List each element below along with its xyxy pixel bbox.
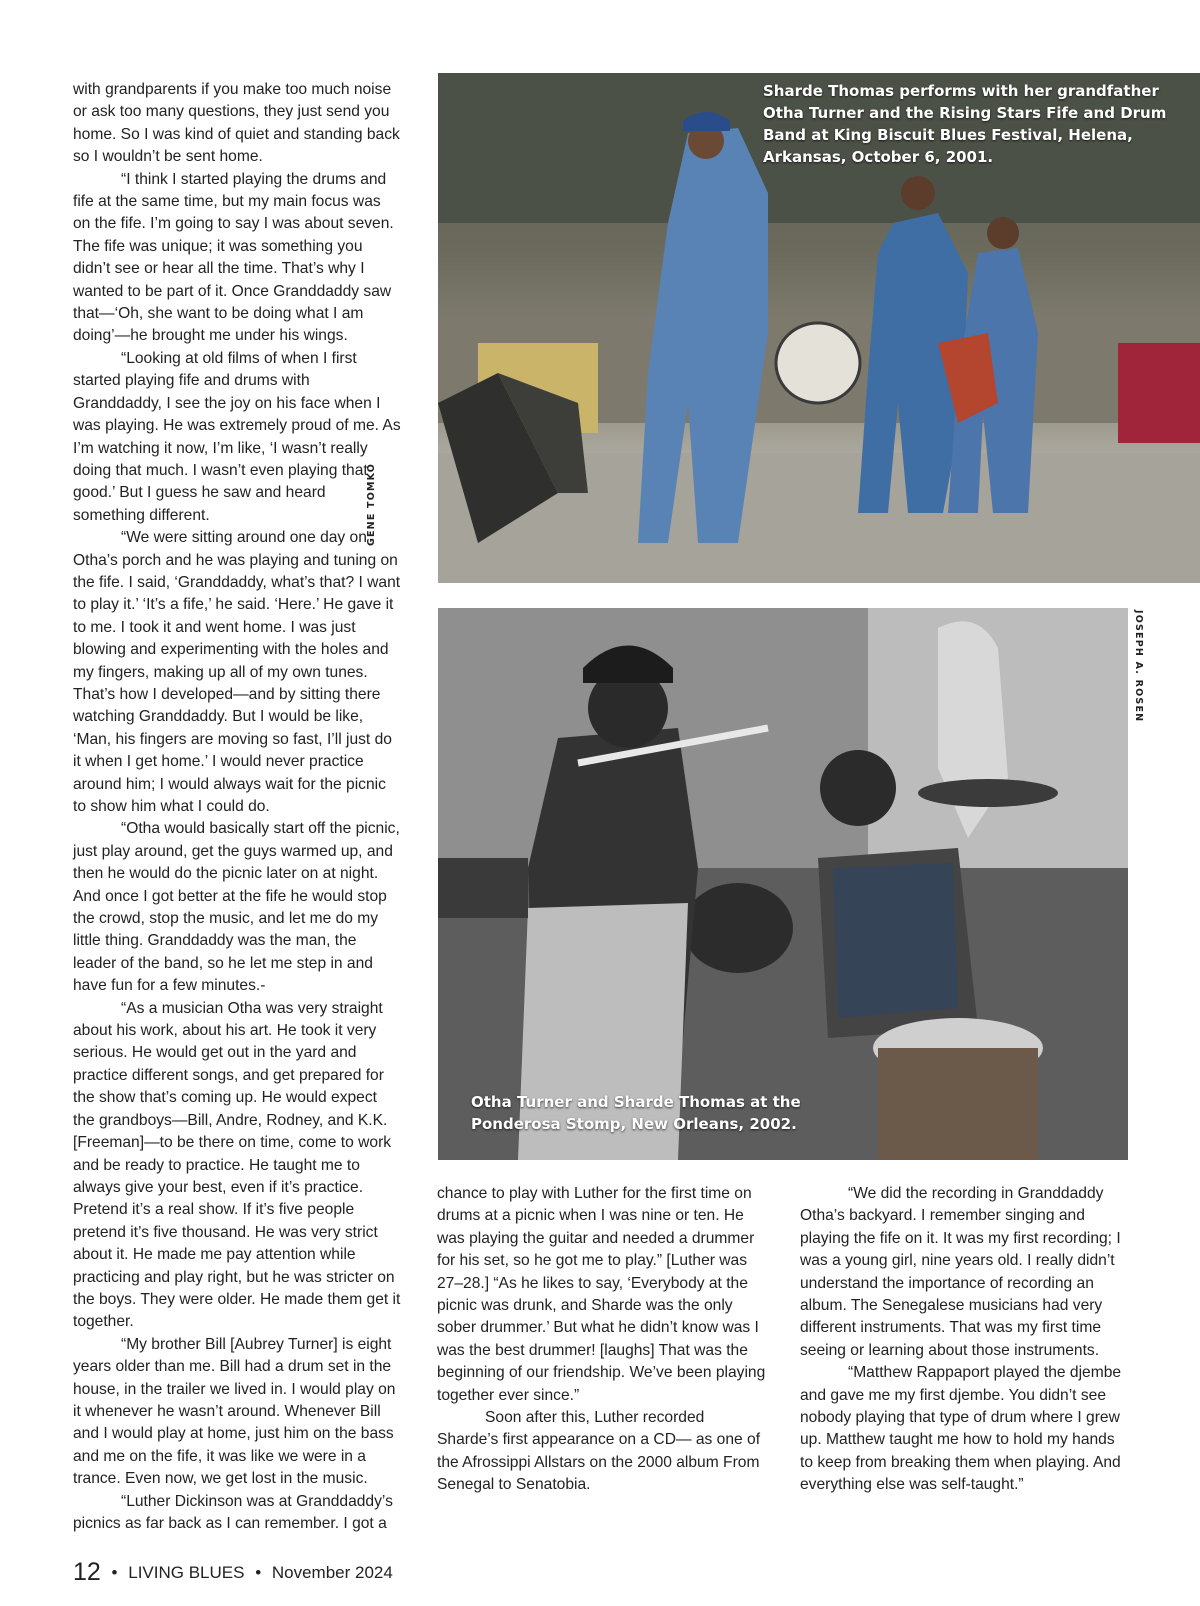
article-column-middle <box>437 1183 769 1497</box>
page-footer <box>73 1558 393 1587</box>
photo-credit: JOSEPH A. ROSEN <box>1133 610 1144 723</box>
paragraph: “We were sitting around one day on Otha’s porch and he was playing and tuning on the fife. I said, ‘Granddaddy, what’s that? I want to play it.’ ‘It’s a fife,’ he said. ‘Here.’ He gave it to me. I took it and went home. I was just blowing and experimenting with the holes and my fingers, making up all of my own tunes. That’s how I developed—and by sitting there watching Granddaddy. But I would be like, ‘Man, his fingers are moving so fast, I’ll just do it when I get home.’ I would never practice around him; I would always wait for the picnic to show him what I could do. <box>73 529 401 815</box>
photo-caption: Otha Turner and Sharde Thomas at the Ponderosa Stomp, New Orleans, 2002. <box>471 1093 801 1133</box>
issue-date: November 2024 <box>271 1563 393 1582</box>
paragraph: “Matthew Rappaport played the djembe and gave me my first djembe. You didn’t see nobody playing that type of drum where I grew up. Matthew taught me how to hold my hands to keep from breaking them when playing. And everything else was self-taught.” <box>800 1364 1122 1494</box>
paragraph: “As a musician Otha was very straight about his work, about his art. He took it very serious. He would get out in the yard and practice different songs, and get prepared for the show that’s coming up. He would expect the grandboys—Bill, Andre, Rodney, and K.K. [Freeman]—to be there on time, come to work and be ready to practice. He taught me to always give your best, even if it’s practice. Pretend it’s a real show. If it’s five people pretend it’s five thousand. He was very strict about it. He made me pay attention while practicing and play right, but he was stricter on the boys. They were older. He made them get it together. <box>73 999 401 1331</box>
paragraph: “I think I started playing the drums and fife at the same time, but my main focus was on the fife. I’m going to say I was about seven. The fife was unique; it was something you didn’t see or hear all the time. That’s why I wanted to be part of it. Once Granddaddy saw that—‘Oh, she want to be doing what I am doing’—he brought me under his wings. <box>73 170 394 345</box>
ponderosa-stomp-photo <box>438 608 1128 1160</box>
paragraph: Soon after this, Luther recorded Sharde’s first appearance on a CD— as one of the Afrossippi Allstars on the 2000 album From Senegal to Senatobia. <box>437 1409 761 1494</box>
paragraph: “Otha would basically start off the picnic, just play around, get the guys warmed up, and then he would do the picnic later on at night. And once I got better at the fife he would stop the crowd, stop the music, and let me do my little thing. Granddaddy was the man, the leader of the band, so he let me step in and have fun for a few minutes.- <box>73 820 400 995</box>
article-column-left <box>73 79 401 1535</box>
paragraph: “My brother Bill [Aubrey Turner] is eight years older than me. Bill had a drum set in the house, in the trailer we lived in. I would play on it whenever he wasn’t around. Whenever Bill and I would play at home, just him on the bass and me on the fife, it was like we were in a trance. Even now, we get lost in the music. <box>73 1335 396 1488</box>
paragraph: “Luther Dickinson was at Granddaddy’s picnics as far back as I can remember. I got a <box>73 1492 393 1532</box>
ponderosa-stomp-illustration <box>438 608 1128 1160</box>
paragraph: chance to play with Luther for the first time on drums at a picnic when I was nine or ten. He was playing the guitar and needed a drummer for his set, so he got me to play.” [Luther was 27–28.] “As he likes to say, ‘Everybody at the picnic was drunk, and Sharde was the only sober drummer.’ But what he didn’t know was I was the best drummer! [laughs] That was the beginning of our friendship. We’ve been playing together ever since.” <box>437 1185 766 1404</box>
separator-bullet: • <box>111 1563 118 1582</box>
festival-stage-photo <box>438 73 1200 583</box>
paragraph: with grandparents if you make too much noise or ask too many questions, they just send you home. So I was kind of quiet and standing back so I wouldn’t be sent home. <box>73 81 400 166</box>
paragraph: “Looking at old films of when I first started playing fife and drums with Granddaddy, I see the joy on his face when I was playing. He was extremely proud of me. As I’m watching it now, I’m like, ‘I wasn’t really doing that much. I wasn’t even playing that good.’ But I guess he saw and heard something different. <box>73 349 401 524</box>
article-column-right <box>800 1183 1130 1497</box>
page-number: 12 <box>73 1558 101 1586</box>
separator-bullet: • <box>255 1563 262 1582</box>
paragraph: “We did the recording in Granddaddy Otha’s backyard. I remember singing and playing the fife on it. It was my first recording; I was a young girl, nine years old. I really didn’t understand the importance of recording an album. The Senegalese musicians had very different instruments. That was my first time seeing or learning about those instruments. <box>800 1185 1121 1359</box>
publication-name: LIVING BLUES <box>128 1563 245 1582</box>
photo-credit: GENE TOMKO <box>366 462 377 546</box>
photo-caption: Sharde Thomas performs with her grandfather Otha Turner and the Rising Stars Fife and Drum Band at King Biscuit Blues Festival, Helena, Arkansas, October 6, 2001. <box>763 82 1167 166</box>
